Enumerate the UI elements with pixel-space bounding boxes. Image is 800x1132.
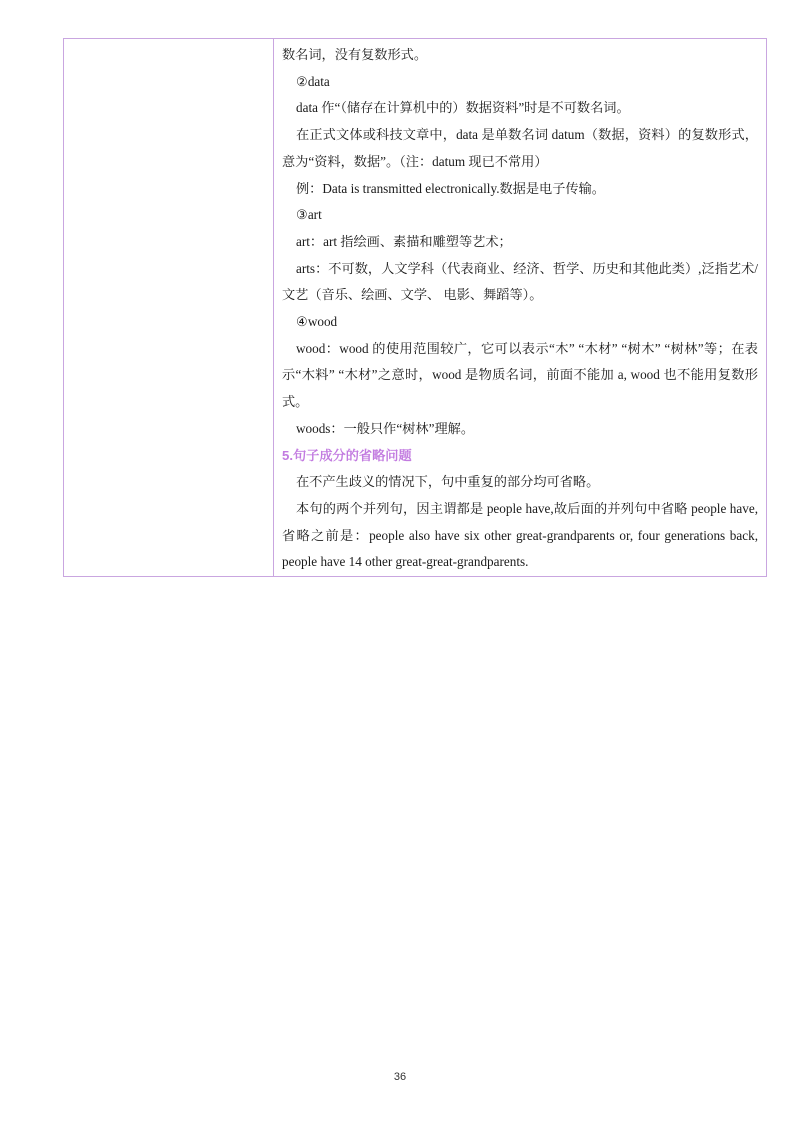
subheading-art: ③art	[296, 207, 322, 223]
text-line-11: woods：一般只作“树林”理解。	[296, 420, 475, 436]
example-line: 例：Data is transmitted electronically.数据是电子传输。	[296, 180, 605, 196]
subheading-data: ②data	[296, 73, 330, 89]
text-line-8: arts：不可数，人文学科（代表商业、经济、哲学、历史和其他此类）,泛指艺术/文艺（音乐、绘画、文学、 电影、舞蹈等）。	[282, 260, 758, 303]
text-line-3: data 作“（储存在计算机中的）数据资料”时是不可数名词。	[296, 100, 630, 116]
section-heading: 5.句子成分的省略问题	[282, 447, 412, 463]
text-line-4: 在正式文体或科技文章中，data 是单数名词 datum（数据，资料）的复数形式，意为“资料，数据”。（注：datum 现已不常用）	[282, 127, 758, 169]
page-number: 36	[393, 1071, 407, 1083]
text-line-13: 本句的两个并列句，因主谓都是 people have,故后面的并列句中省略 people have,省略之前是：people also have six other great-grandparents or, four generations back, people have 14 other great-great-grandparents.	[282, 500, 758, 570]
text-line-10: wood：wood 的使用范围较广，它可以表示“木” “木材” “树木” “树林”等；在表示“木料” “木材”之意时，wood 是物质名词，前面不能加 a, wood 也不能用复数形式。	[282, 340, 758, 410]
subheading-wood: ④wood	[296, 314, 338, 330]
left-cell	[64, 39, 274, 576]
text-line-7: art：art 指绘画、素描和雕塑等艺术；	[296, 233, 512, 249]
text-line-1: 数名词，没有复数形式。	[282, 47, 428, 62]
notes-table	[63, 38, 767, 577]
text-line-12: 在不产生歧义的情况下，句中重复的部分均可省略。	[296, 474, 600, 490]
right-cell	[274, 39, 766, 576]
